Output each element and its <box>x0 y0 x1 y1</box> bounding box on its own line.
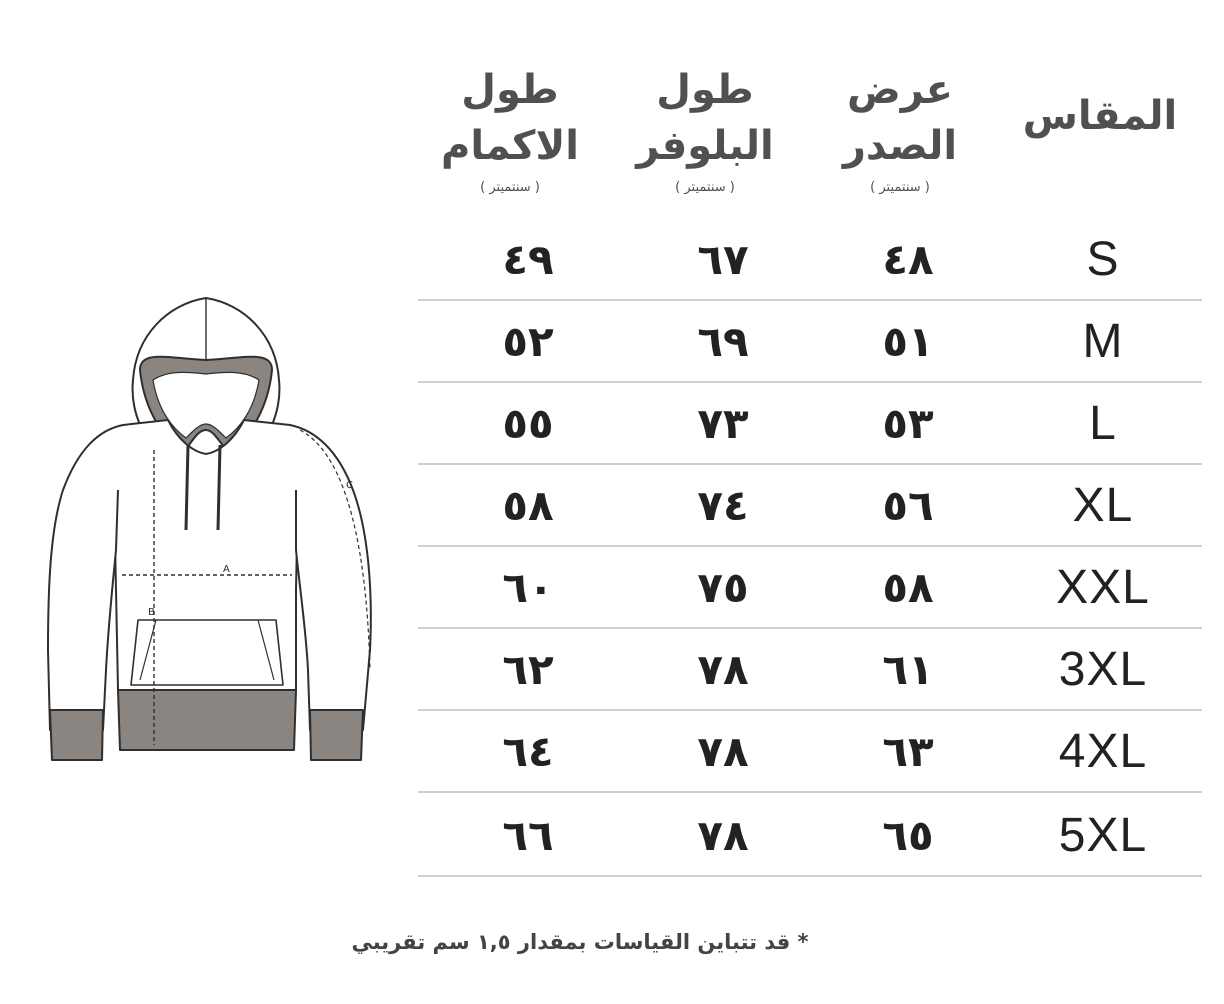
length-cell: ٧٨ <box>697 727 749 776</box>
chest-cell: ٤٨ <box>882 235 934 284</box>
length-cell: ٧٤ <box>697 481 749 530</box>
length-cell: ٧٨ <box>697 645 749 694</box>
table-row <box>418 629 1202 711</box>
length-cell: ٦٩ <box>697 317 749 366</box>
header-sleeve-label: طول الاكمام <box>441 67 579 169</box>
size-cell: XL <box>1072 479 1134 532</box>
chest-cell: ٥٦ <box>882 481 934 530</box>
size-cell: S <box>1086 233 1120 286</box>
chest-cell: ٦٥ <box>882 811 934 860</box>
length-cell: ٧٥ <box>697 563 749 612</box>
header-chest-label: عرض الصدر <box>842 67 958 169</box>
length-cell: ٦٧ <box>697 235 749 284</box>
hoodie-icon <box>28 290 398 780</box>
chest-cell: ٦٣ <box>882 727 934 776</box>
table-row <box>418 219 1202 301</box>
row-divider <box>418 791 1202 793</box>
measure-a-label: A <box>223 564 230 575</box>
header-size <box>1010 88 1190 144</box>
size-cell: 3XL <box>1058 643 1148 696</box>
table-row <box>418 795 1202 877</box>
header-length <box>620 62 790 195</box>
size-cell: M <box>1082 315 1124 368</box>
table-row <box>418 711 1202 793</box>
length-cell: ٧٣ <box>697 399 749 448</box>
sleeve-cell: ٦٢ <box>502 645 554 694</box>
measure-c-label: C <box>346 480 353 491</box>
row-divider <box>418 875 1202 877</box>
sleeve-cell: ٦٦ <box>502 811 554 860</box>
sleeve-cell: ٥٥ <box>502 399 554 448</box>
table-row <box>418 383 1202 465</box>
size-cell: XXL <box>1056 561 1150 614</box>
size-cell: L <box>1089 397 1117 450</box>
chest-cell: ٥٣ <box>882 399 934 448</box>
chest-cell: ٥١ <box>882 317 934 366</box>
size-cell: 5XL <box>1058 809 1148 862</box>
sleeve-cell: ٦٤ <box>502 727 554 776</box>
sleeve-cell: ٤٩ <box>502 235 554 284</box>
header-chest <box>820 62 980 195</box>
header-length-unit: ( سنتميتر ) <box>675 180 735 195</box>
sleeve-cell: ٦٠ <box>502 563 554 612</box>
table-row <box>418 301 1202 383</box>
sleeve-cell: ٥٢ <box>502 317 554 366</box>
table-row <box>418 547 1202 629</box>
chest-cell: ٦١ <box>882 645 934 694</box>
sleeve-cell: ٥٨ <box>502 481 554 530</box>
chest-cell: ٥٨ <box>882 563 934 612</box>
measure-b-label: B <box>148 607 155 618</box>
header-length-label: طول البلوفر <box>636 67 774 169</box>
header-chest-unit: ( سنتميتر ) <box>870 180 930 195</box>
length-cell: ٧٨ <box>697 811 749 860</box>
size-cell: 4XL <box>1058 725 1148 778</box>
header-sleeve-unit: ( سنتميتر ) <box>480 180 540 195</box>
table-row <box>418 465 1202 547</box>
header-size-label: المقاس <box>1022 93 1178 139</box>
measurement-note: * قد تتباين القياسات بمقدار ١,٥ سم تقريبي <box>351 930 809 954</box>
header-sleeve <box>420 62 600 195</box>
